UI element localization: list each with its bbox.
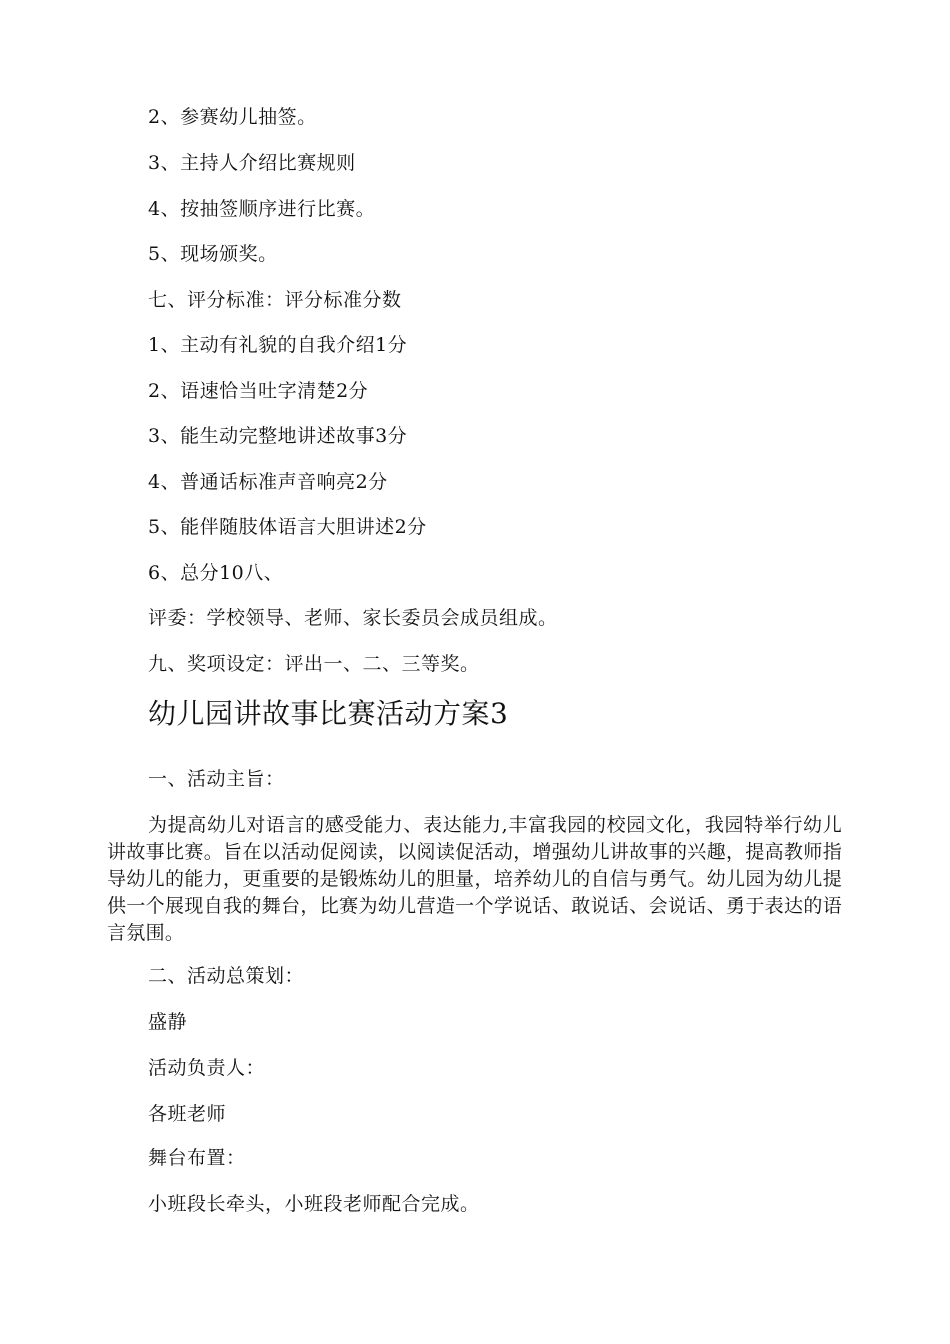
- document-heading: 幼儿园讲故事比赛活动方案3: [148, 697, 509, 730]
- judges-line: 评委：学校领导、老师、家长委员会成员组成。: [148, 607, 558, 629]
- activity-lead-value: 各班老师: [148, 1103, 227, 1125]
- stage-setup-value: 小班段长牵头，小班段老师配合完成。: [148, 1193, 480, 1215]
- section-general-planning: 二、活动总策划：: [148, 965, 305, 987]
- list-item-draw-lots: 2、参赛幼儿抽签。: [148, 106, 317, 128]
- score-item-mandarin: 4、普通话标准声音响亮2分: [148, 471, 388, 493]
- planner-name: 盛静: [148, 1011, 188, 1033]
- section-awards: 九、奖项设定：评出一、二、三等奖。: [148, 653, 480, 675]
- purpose-paragraph: 为提高幼儿对语言的感受能力、表达能力,丰富我园的校园文化，我园特举行幼儿讲故事比赛。旨在以活动促阅读，以阅读促活动，增强幼儿讲故事的兴趣，提高教师指导幼儿的能力，更重要的是锻炼幼儿的胆量，培养幼儿的自信与勇气。幼儿园为幼儿提供一个展现自我的舞台，比赛为幼儿营造一个学说话、敢说话、会说话、勇于表达的语言氛围。: [107, 814, 842, 944]
- activity-lead-label: 活动负责人：: [148, 1057, 266, 1079]
- list-item-award: 5、现场颁奖。: [148, 243, 278, 265]
- stage-setup-label: 舞台布置：: [148, 1147, 246, 1169]
- score-item-total: 6、总分10八、: [148, 562, 284, 584]
- score-item-body-language: 5、能伴随肢体语言大胆讲述2分: [148, 516, 427, 538]
- section-activity-purpose: 一、活动主旨：: [148, 768, 285, 790]
- section-scoring-standard: 七、评分标准：评分标准分数: [148, 289, 402, 311]
- score-item-self-intro: 1、主动有礼貌的自我介绍1分: [148, 334, 408, 356]
- list-item-host-rules: 3、主持人介绍比赛规则: [148, 152, 356, 174]
- score-item-speech-speed: 2、语速恰当吐字清楚2分: [148, 380, 369, 402]
- list-item-compete-order: 4、按抽签顺序进行比赛。: [148, 198, 376, 220]
- score-item-storytelling: 3、能生动完整地讲述故事3分: [148, 425, 408, 447]
